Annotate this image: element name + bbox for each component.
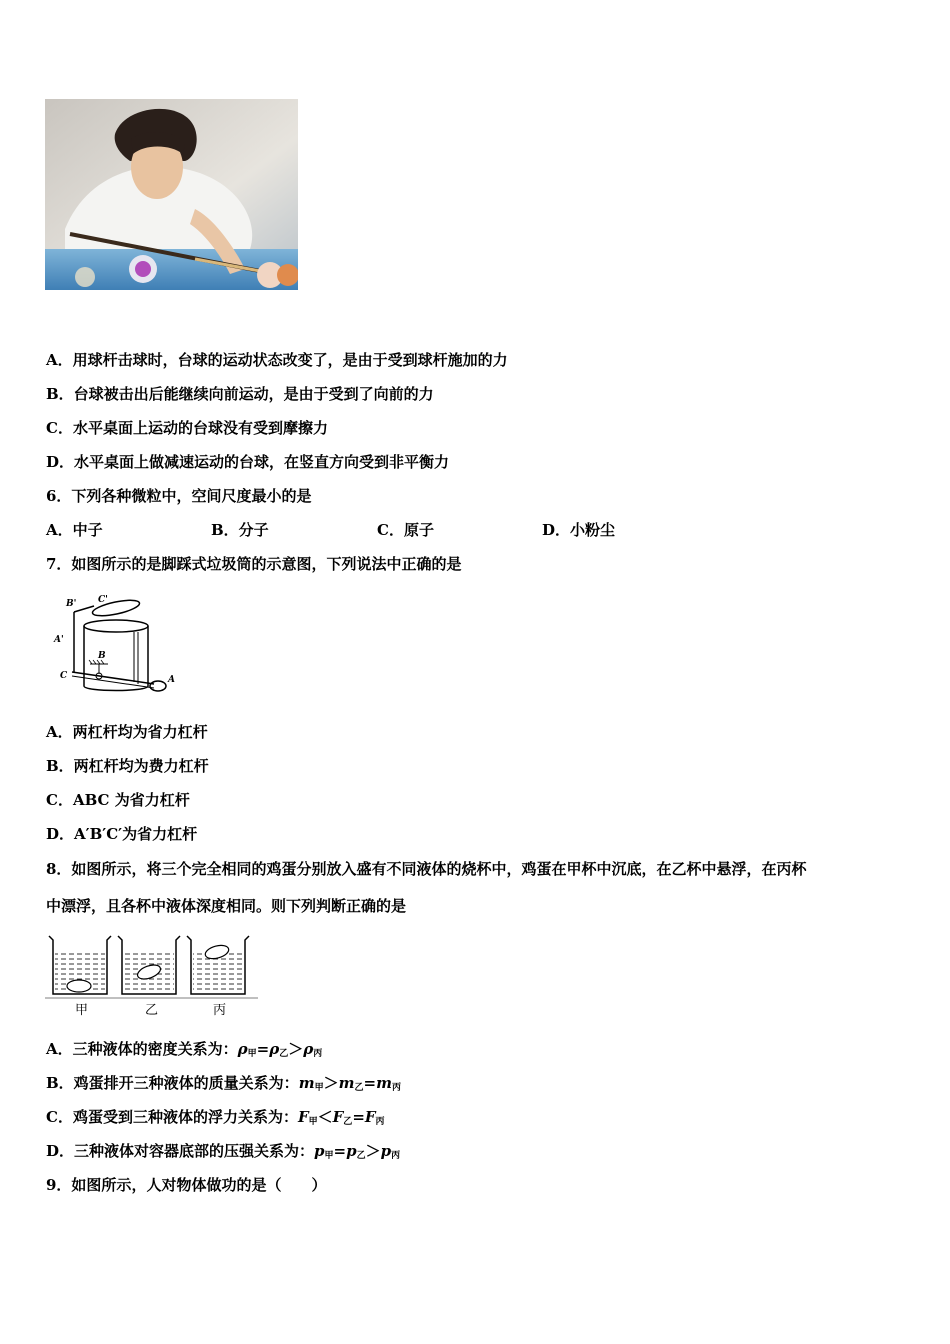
q5-option-a: A．用球杆击球时，台球的运动状态改变了，是由于受到球杆施加的力 (46, 351, 508, 369)
q8-option-b: B．鸡蛋排开三种液体的质量关系为：$m_甲>m_乙=m_丙$ (46, 1074, 401, 1093)
beaker-bing (187, 936, 249, 994)
q5-option-b: B．台球被击出后能继续向前运动，是由于受到了向前的力 (46, 385, 434, 403)
q5-option-c: C．水平桌面上运动的台球没有受到摩擦力 (46, 419, 328, 437)
beaker-label-jia: 甲 (75, 1003, 89, 1018)
q8-option-d: D．三种液体对容器底部的压强关系为：$p_甲=p_乙>p_丙$ (46, 1142, 401, 1161)
q8-option-a: A．三种液体的密度关系为：$\rho_甲=\rho_乙>\rho_丙$ (46, 1040, 323, 1059)
beaker-label-yi: 乙 (145, 1003, 159, 1018)
billiards-photo-illustration (45, 99, 298, 290)
q7-option-d: D．A′B′C′为省力杠杆 (46, 825, 198, 843)
billiards-photo (45, 99, 298, 290)
q7-stem: 7．如图所示的是脚踩式垃圾筒的示意图，下列说法中正确的是 (46, 555, 462, 573)
beaker-yi (118, 936, 180, 994)
q7-option-b: B．两杠杆均为费力杠杆 (46, 757, 209, 775)
q7-option-a: A．两杠杆均为省力杠杆 (46, 723, 208, 741)
label-a-prime: A' (54, 635, 64, 645)
q8-option-c: C．鸡蛋受到三种液体的浮力关系为：$F_甲<F_乙=F_丙$ (46, 1108, 385, 1127)
q9-stem: 9．如图所示，人对物体做功的是（ ） (46, 1176, 327, 1194)
q7-option-c: C．ABC 为省力杠杆 (46, 791, 190, 809)
q8-stem-line1: 8．如图所示，将三个完全相同的鸡蛋分别放入盛有不同液体的烧杯中，鸡蛋在甲杯中沉底，在乙杯中悬浮，在丙杯 (46, 860, 807, 878)
label-c: C (60, 671, 68, 681)
label-b-prime: B' (66, 599, 77, 609)
q8-stem-line2: 中漂浮，且各杯中液体深度相同。则下列判断正确的是 (46, 897, 407, 915)
label-a: A (168, 675, 175, 685)
q6-option-b: B．分子 (211, 521, 269, 539)
label-c-prime: C' (98, 595, 108, 605)
trash-can-diagram (50, 592, 178, 704)
beakers-diagram (45, 932, 258, 1020)
q5-option-d: D．水平桌面上做减速运动的台球，在竖直方向受到非平衡力 (46, 453, 450, 471)
label-b: B (98, 651, 106, 661)
q6-option-c: C．原子 (377, 521, 434, 539)
beaker-jia (49, 936, 111, 994)
q6-stem: 6．下列各种微粒中，空间尺度最小的是 (46, 487, 312, 505)
q6-option-a: A．中子 (46, 521, 103, 539)
q6-option-d: D．小粉尘 (542, 521, 616, 539)
beaker-label-bing: 丙 (213, 1003, 227, 1018)
